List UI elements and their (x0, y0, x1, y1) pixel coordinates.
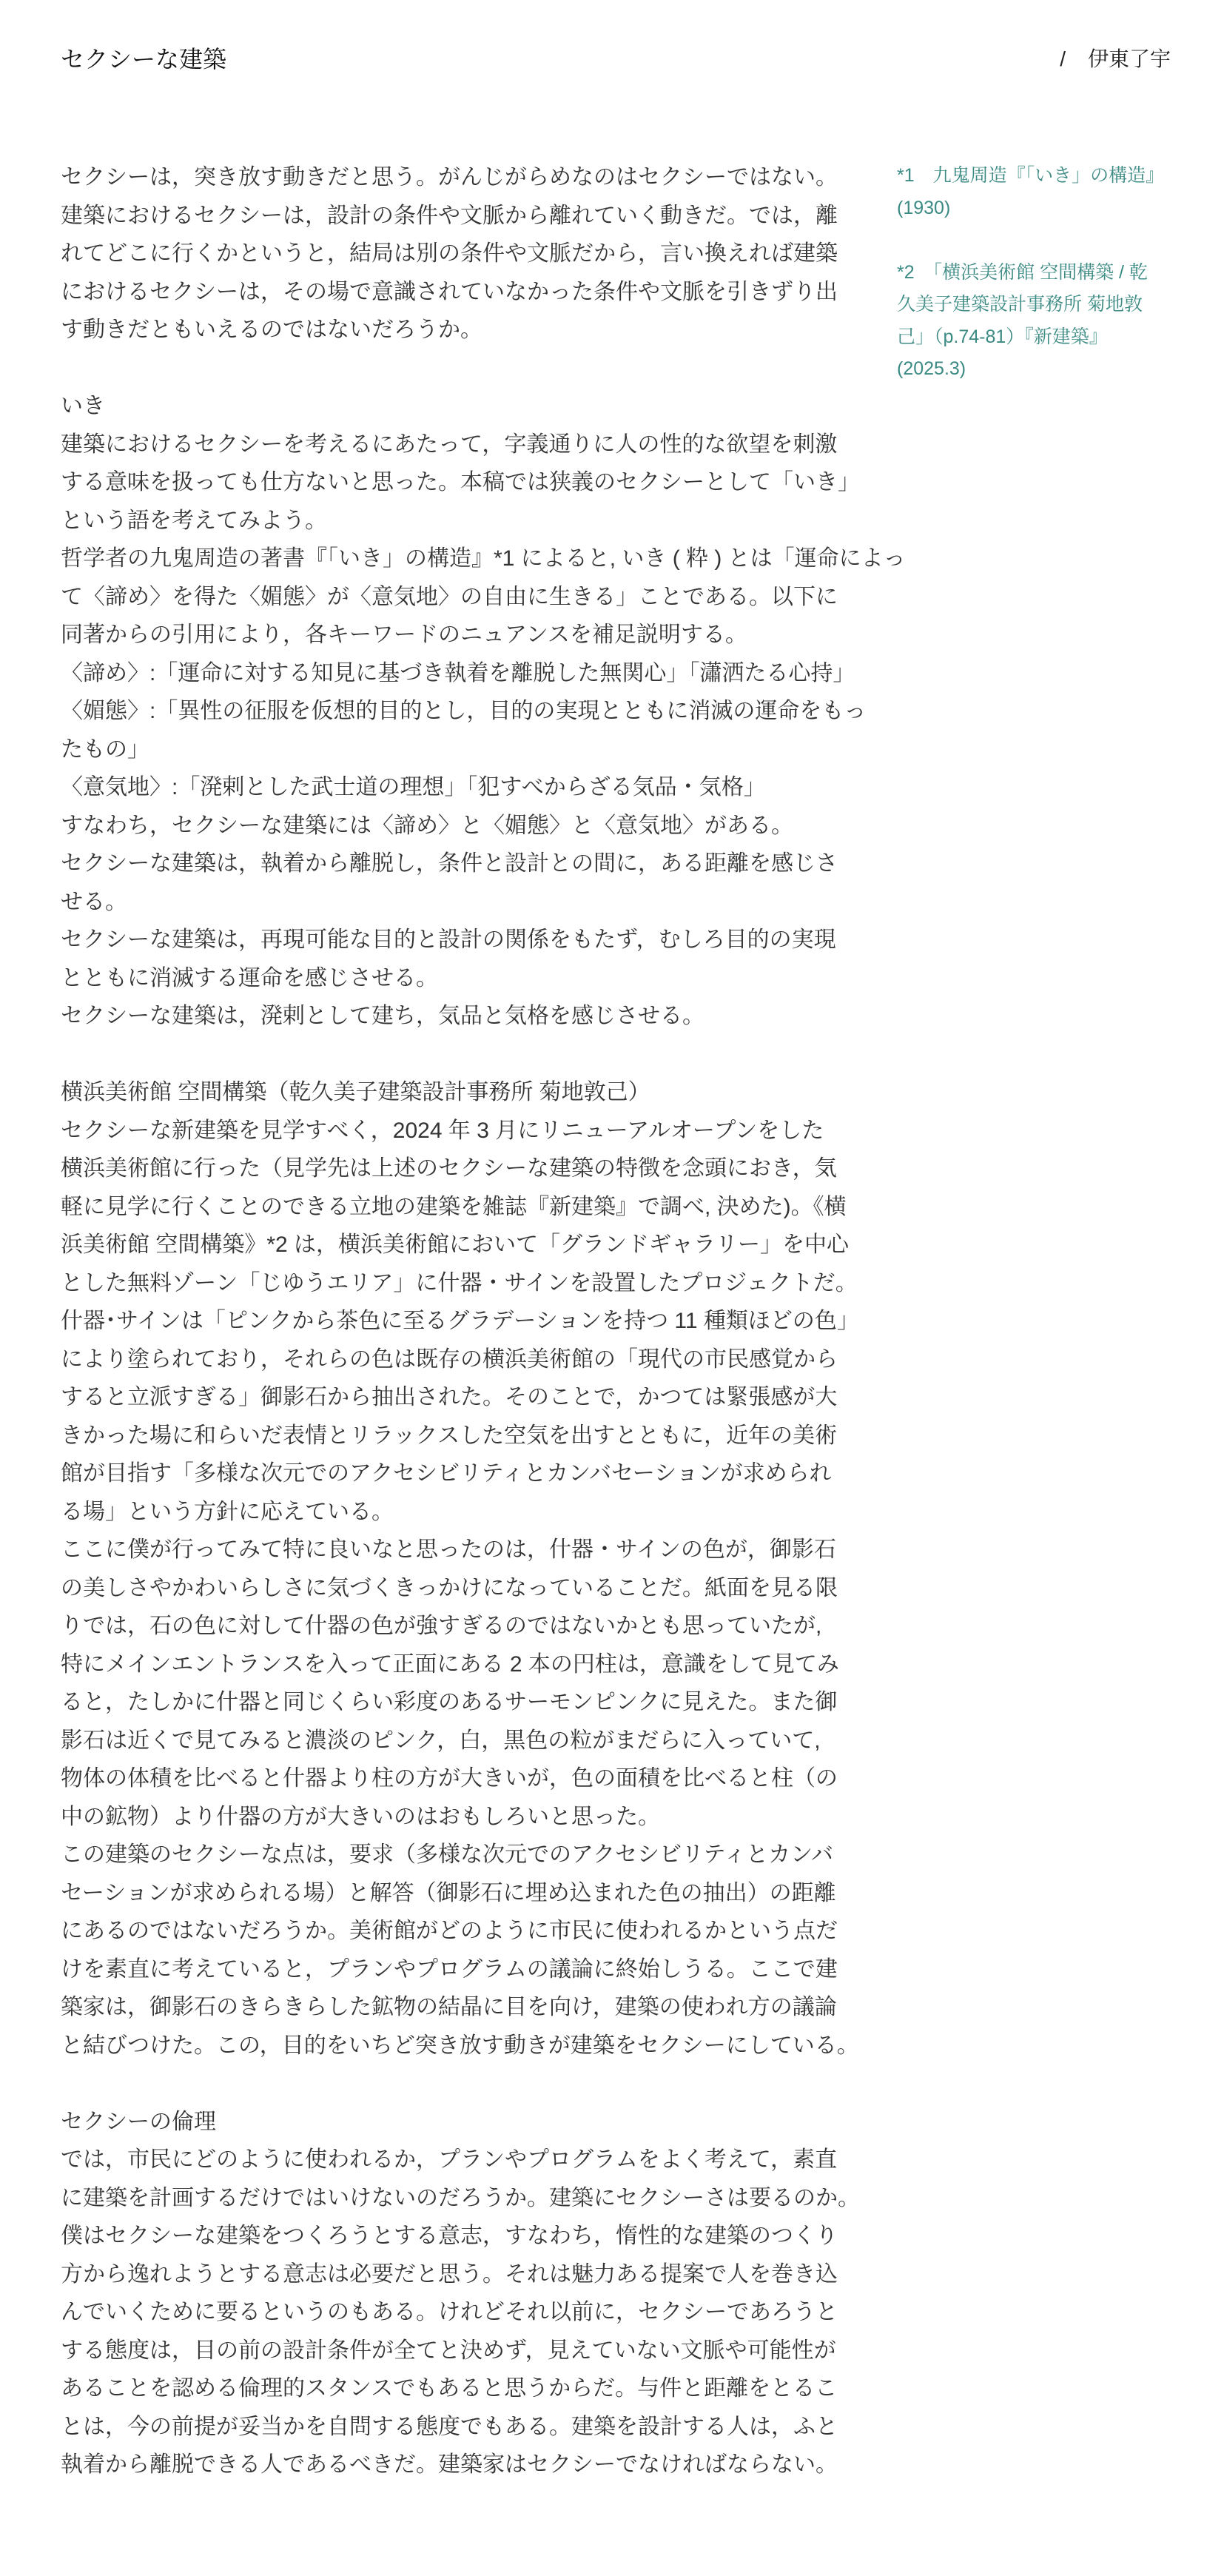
body-text-line: て〈諦め〉を得た〈媚態〉が〈意気地〉の自由に生きる」ことである。以下に (61, 584, 838, 609)
body-text-line: とは，今の前提が妥当かを自問する態度でもある。建築を設計する人は，ふと (61, 2414, 838, 2439)
article-section (61, 158, 845, 349)
body-text-line: 築家は，御影石のきらきらした鉱物の結晶に目を向け，建築の使われ方の議論 (61, 1995, 837, 2019)
body-text-line: りでは，石の色に対して什器の色が強すぎるのではないかとも思っていたが, (61, 1614, 822, 1638)
body-text-line: きかった場に和らいだ表情とリラックスした空気を出すとともに，近年の美術 (61, 1423, 838, 1448)
body-text-line: たもの」 (61, 737, 149, 762)
footnote-line: (1930) (897, 197, 951, 218)
article-section (61, 387, 906, 1036)
body-text-line: んでいくために要るというのもある。けれどそれ以前に，セクシーであろうと (61, 2300, 838, 2324)
body-text-line: 横浜美術館に行った（見学先は上述のセクシーな建築の特徴を念頭におき，気 (61, 1156, 837, 1181)
body-text-line: 執着から離脱できる人であるべきだ。建築家はセクシーでなければならない。 (61, 2452, 838, 2477)
footnotes (897, 160, 1193, 386)
body-text-line: 特にメインエントランスを入って正面にある 2 本の円柱は，意識をして見てみ (61, 1651, 839, 1677)
body-text-line: とした無料ゾーン「じゆうエリア」に什器・サインを設置したプロジェクトだ。 (61, 1270, 858, 1295)
footnote-line: 己」（p.74-81）『新建築』 (897, 326, 1108, 347)
body-text-line: により塗られており，それらの色は既存の横浜美術館の「現代の市民感覚から (61, 1346, 838, 1372)
body-text-line: 建築におけるセクシーは，設計の条件や文脈から離れていく動きだ。では，離 (61, 203, 838, 228)
body-text-line: 中の鉱物）より什器の方が大きいのはおもしろいと思った。 (61, 1804, 660, 1829)
body-text-line: この建築のセクシーな点は，要求（多様な次元でのアクセシビリティとカンバ (61, 1842, 833, 1867)
body-text-line: セクシーな建築は，執着から離脱し，条件と設計との間に，ある距離を感じさ (61, 851, 838, 876)
body-text-line: する態度は，目の前の設計条件が全てと決めず，見えていない文脈や可能性が (61, 2338, 836, 2363)
body-text-line: すると立派すぎる」御影石から抽出された。そのことで，かつては緊張感が大 (61, 1385, 838, 1409)
body-text-line: れてどこに行くかというと，結局は別の条件や文脈だから，言い換えれば建築 (61, 241, 838, 266)
article-section (61, 1073, 859, 2065)
body-text-line: 方から逸れようとする意志は必要だと思う。それは魅力ある提案で人を巻き込 (61, 2261, 838, 2287)
body-text-line: では，市民にどのように使われるか，プランやプログラムをよく考えて，素直 (61, 2147, 838, 2172)
body-text-line: すなわち，セクシーな建築には〈諦め〉と〈媚態〉と〈意気地〉がある。 (61, 813, 793, 838)
body-text-line: 館が目指す「多様な次元でのアクセシビリティとカンバセーションが求められ (61, 1461, 832, 1486)
body-text-line: に建築を計画するだけではいけないのだろうか。建築にセクシーさは要るのか。 (61, 2185, 860, 2210)
body-text-line: と結びつけた。この，目的をいちど突き放す動きが建築をセクシーにしている。 (61, 2033, 859, 2058)
section-heading: 横浜美術館 空間構築（乾久美子建築設計事務所 菊地敦己） (61, 1080, 650, 1104)
body-text-line: 浜美術館 空間構築》*2 は，横浜美術館において「グランドギャラリー」を中心 (61, 1232, 850, 1257)
body-text-line: セクシーな建築は，再現可能な目的と設計の関係をもたず，むしろ目的の実現 (61, 928, 836, 952)
body-text-line: す動きだともいえるのではないだろうか。 (61, 318, 482, 342)
body-text-line: る場」という方針に応えている。 (61, 1499, 394, 1524)
page-title: セクシーな建築 (61, 46, 227, 73)
section-heading: いき (61, 394, 105, 418)
body-text-line: という語を考えてみよう。 (61, 508, 327, 533)
body-text-line: けを素直に考えていると，プランやプログラムの議論に終始しうる。ここで建 (61, 1956, 838, 1982)
body-text-line: せる。 (61, 889, 127, 914)
body-text-line: する意味を扱っても仕方ないと思った。本稿では狭義のセクシーとして「いき」 (61, 470, 860, 494)
body-text-line: セクシーな新建築を見学すべく，2024 年 3 月にリニューアルオープンをした (61, 1118, 824, 1143)
section-heading: セクシーの倫理 (61, 2109, 216, 2134)
footnote-line: 久美子建築設計事務所 菊地敦 (897, 294, 1143, 315)
body-text-line: 〈意気地〉:「溌剌とした武士道の理想」「犯すべからざる気品・気格」 (61, 775, 766, 799)
author-name: 伊東了宇 (1087, 47, 1171, 70)
article-body (61, 158, 906, 2484)
body-text-line: 〈媚態〉:「異性の征服を仮想的目的とし，目的の実現とともに消滅の運命をもっ (61, 699, 867, 723)
body-text-line: 僕はセクシーな建築をつくろうとする意志，すなわち，惰性的な建築のつくり (61, 2224, 838, 2248)
footnote-2 (897, 257, 1193, 386)
body-text-line: ここに僕が行ってみて特に良いなと思ったのは，什器・サインの色が，御影石 (61, 1537, 836, 1562)
body-text-line: セクシーは，突き放す動きだと思う。がんじがらめなのはセクシーではない。 (61, 165, 838, 189)
body-text-line: にあるのではないだろうか。美術館がどのように市民に使われるかという点だ (61, 1919, 838, 1943)
body-text-line: 軽に見学に行くことのできる立地の建築を雑誌『新建築』で調べ, 決めた)。《横 (61, 1194, 847, 1219)
footnote-line: (2025.3) (897, 358, 966, 379)
author-byline (1060, 43, 1171, 76)
body-text-line: 〈諦め〉:「運命に対する知見に基づき執着を離脱した無関心」「瀟洒たる心持」 (61, 660, 855, 685)
byline-separator: / (1060, 47, 1066, 70)
body-text-line: 物体の体積を比べると什器より柱の方が大きいが，色の面積を比べると柱（の (61, 1766, 838, 1791)
body-text-line: セクシーな建築は，溌剌として建ち，気品と気格を感じさせる。 (61, 1004, 705, 1028)
body-text-line: 建築におけるセクシーを考えるにあたって，字義通りに人の性的な欲望を刺激 (61, 432, 838, 457)
footnote-line: *1 九鬼周造『「いき」の構造』 (897, 165, 1165, 186)
footnote-1 (897, 160, 1193, 224)
body-text-line: セーションが求められる場）と解答（御影石に埋め込まれた色の抽出）の距離 (61, 1880, 836, 1905)
body-text-line: あることを認める倫理的スタンスでもあると思うからだ。与件と距離をとるこ (61, 2376, 838, 2401)
body-text-line: とともに消滅する運命を感じさせる。 (61, 965, 438, 990)
body-text-line: 什器･サインは「ピンクから茶色に至るグラデーションを持つ 11 種類ほどの色」 (61, 1309, 859, 1333)
body-text-line: 影石は近くで見てみると濃淡のピンク，白，黒色の粒がまだらに入っていて, (61, 1728, 821, 1753)
footnote-line: *2 「横浜美術館 空間構築 / 乾 (897, 261, 1148, 283)
body-text-line: 哲学者の九鬼周造の著書『「いき」の構造』*1 によると, いき ( 粋 ) とは「運命によっ (61, 546, 906, 571)
body-text-line: におけるセクシーは，その場で意識されていなかった条件や文脈を引きずり出 (61, 279, 838, 304)
article-section (61, 2103, 860, 2484)
body-text-line: ると，たしかに什器と同じくらい彩度のあるサーモンピンクに見えた。また御 (61, 1690, 838, 1714)
body-text-line: の美しさやかわいらしさに気づくきっかけになっていることだ。紙面を見る限 (61, 1575, 838, 1600)
body-text-line: 同著からの引用により，各キーワードのニュアンスを補足説明する。 (61, 623, 747, 647)
